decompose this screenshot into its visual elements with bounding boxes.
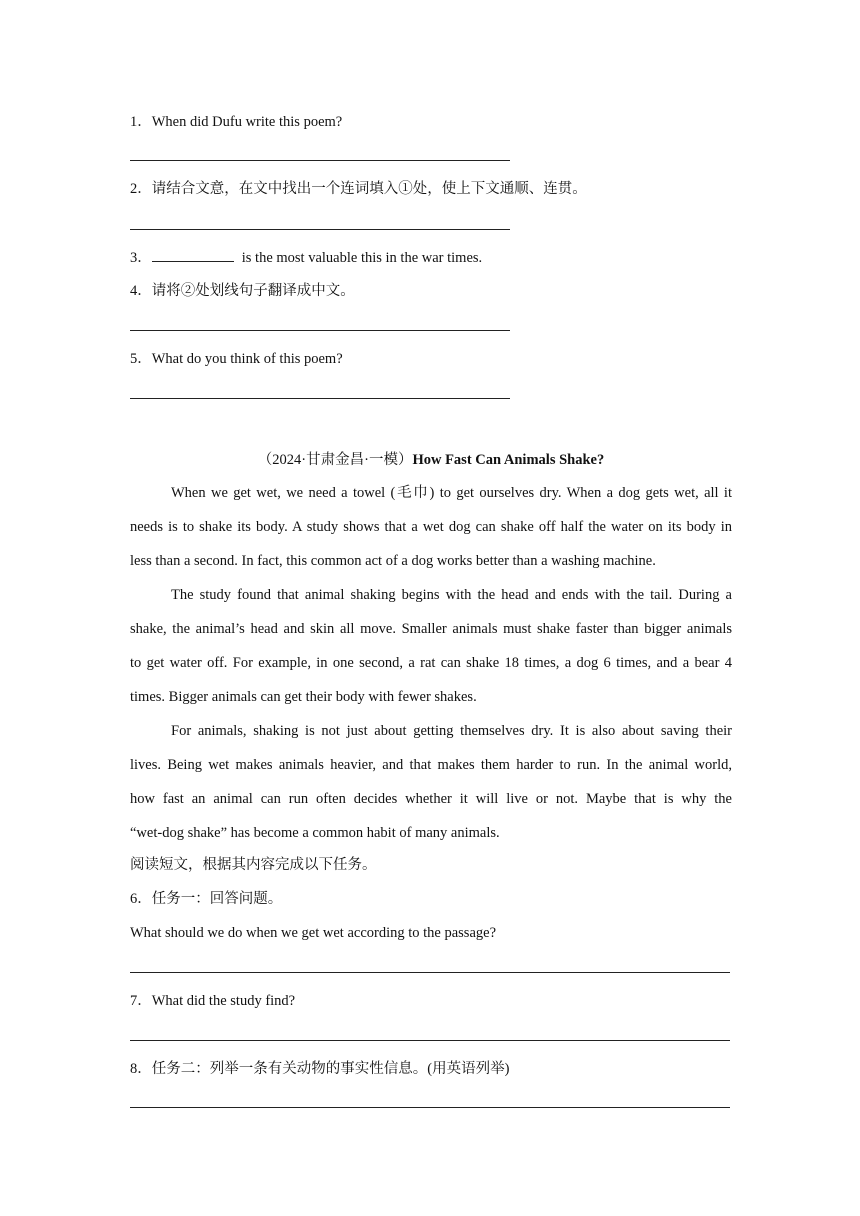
question-5: 5．What do you think of this poem?: [130, 351, 343, 367]
paragraph-line: shake, the animal’s head and skin all move. Smaller animals must shake faster than bigger animals: [130, 621, 732, 637]
paragraph-line: For animals, shaking is not just about getting themselves dry. It is also about saving their: [171, 723, 732, 739]
question-3: [130, 247, 482, 268]
paragraph-line: how fast an animal can run often decides whether it will live or not. Maybe that is why the: [130, 791, 732, 807]
passage-title: [130, 450, 732, 470]
answer-line-2: [130, 229, 510, 230]
question-6: 6．任务一：回答问题。: [130, 891, 283, 907]
answer-line-5: [130, 398, 510, 399]
paragraph-line: When we get wet, we need a towel (毛巾) to get ourselves dry. When a dog gets wet, all it: [171, 485, 732, 501]
paragraph-1: [130, 476, 732, 578]
paragraph-line: needs is to shake its body. A study shows that a wet dog can shake off half the water on its body in: [130, 519, 732, 535]
question-2: 2．请结合文意，在文中找出一个连词填入①处，使上下文通顺、连贯。: [130, 181, 587, 197]
paragraph-line: lives. Being wet makes animals heavier, and that makes them harder to run. In the animal world,: [130, 757, 732, 773]
answer-line-1: [130, 160, 510, 161]
question-6-prompt: What should we do when we get wet according to the passage?: [130, 925, 497, 941]
paragraph-3: [130, 714, 732, 850]
task-instruction: 阅读短文，根据其内容完成以下任务。: [130, 857, 377, 873]
question-7: 7．What did the study find?: [130, 993, 296, 1009]
passage-source: （2024·甘肃金昌·一模）: [257, 452, 413, 468]
question-3-text: is the most valuable this in the war times.: [241, 250, 483, 266]
question-3-number: 3．: [130, 250, 152, 266]
passage-heading: How Fast Can Animals Shake?: [412, 452, 605, 468]
answer-line-7: [130, 1040, 730, 1041]
paragraph-2: [130, 578, 732, 714]
paragraph-line: “wet-dog shake” has become a common habit of many animals.: [130, 825, 500, 841]
question-1: 1．When did Dufu write this poem?: [130, 114, 343, 130]
answer-line-6: [130, 972, 730, 973]
question-4: 4．请将②处划线句子翻译成中文。: [130, 283, 355, 299]
question-8: 8．任务二：列举一条有关动物的事实性信息。(用英语列举): [130, 1061, 510, 1077]
paragraph-line: to get water off. For example, in one second, a rat can shake 18 times, a dog 6 times, and a bear 4: [130, 655, 732, 671]
paragraph-line: less than a second. In fact, this common act of a dog works better than a washing machine.: [130, 553, 656, 569]
answer-line-4: [130, 330, 510, 331]
answer-line-8: [130, 1107, 730, 1108]
fill-blank: [152, 247, 234, 262]
paragraph-line: The study found that animal shaking begins with the head and ends with the tail. During a: [171, 587, 732, 603]
paragraph-line: times. Bigger animals can get their body with fewer shakes.: [130, 689, 477, 705]
